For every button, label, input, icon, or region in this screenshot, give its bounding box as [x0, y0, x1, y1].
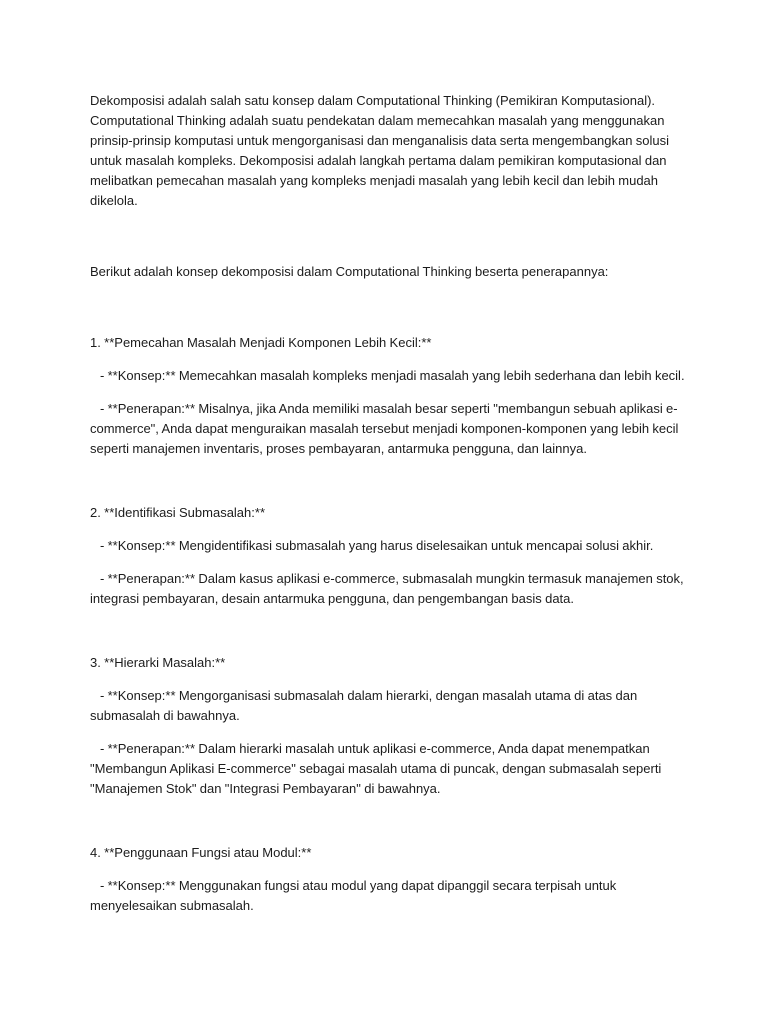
section-3-penerapan: - **Penerapan:** Dalam hierarki masalah untuk aplikasi e-commerce, Anda dapat menempatkan "Membangun Aplikasi E-commerce" sebagai masalah utama di puncak, dengan submasalah seperti "Manajemen Stok" dan "Integrasi Pembayaran" di bawahnya. — [90, 741, 665, 796]
section-1-heading: 1. **Pemecahan Masalah Menjadi Komponen Lebih Kecil:** — [90, 335, 432, 350]
section-1-penerapan: - **Penerapan:** Misalnya, jika Anda memiliki masalah besar seperti "membangun sebuah aplikasi e-commerce", Anda dapat menguraikan masalah tersebut menjadi komponen-komponen yang lebih kecil seperti manajemen inventaris, proses pembayaran, antarmuka pengguna, dan lainnya. — [90, 401, 682, 456]
section-1-konsep: - **Konsep:** Memecahkan masalah kompleks menjadi masalah yang lebih sederhana dan lebih kecil. — [90, 368, 685, 383]
lead-paragraph: Berikut adalah konsep dekomposisi dalam Computational Thinking beserta penerapannya: — [90, 264, 609, 279]
section-3-konsep: - **Konsep:** Mengorganisasi submasalah dalam hierarki, dengan masalah utama di atas dan submasalah di bawahnya. — [90, 688, 641, 723]
document-body — [90, 91, 690, 916]
section-4-heading: 4. **Penggunaan Fungsi atau Modul:** — [90, 845, 312, 860]
section-2-heading: 2. **Identifikasi Submasalah:** — [90, 505, 266, 520]
section-3-heading: 3. **Hierarki Masalah:** — [90, 655, 226, 670]
section-2-konsep: - **Konsep:** Mengidentifikasi submasalah yang harus diselesaikan untuk mencapai solusi akhir. — [90, 538, 654, 553]
section-2-penerapan: - **Penerapan:** Dalam kasus aplikasi e-commerce, submasalah mungkin termasuk manajemen stok, integrasi pembayaran, desain antarmuka pengguna, dan pengembangan basis data. — [90, 571, 687, 606]
intro-paragraph: Dekomposisi adalah salah satu konsep dalam Computational Thinking (Pemikiran Komputasional). Computational Thinking adalah suatu pendekatan dalam memecahkan masalah yang menggunakan prinsip-prinsip komputasi untuk mengorganisasi dan menganalisis data serta mengembangkan solusi untuk masalah kompleks. Dekomposisi adalah langkah pertama dalam pemikiran komputasional dan melibatkan pemecahan masalah yang kompleks menjadi masalah yang lebih kecil dan lebih mudah dikelola. — [90, 93, 673, 208]
section-4-konsep: - **Konsep:** Menggunakan fungsi atau modul yang dapat dipanggil secara terpisah untuk menyelesaikan submasalah. — [90, 878, 620, 913]
